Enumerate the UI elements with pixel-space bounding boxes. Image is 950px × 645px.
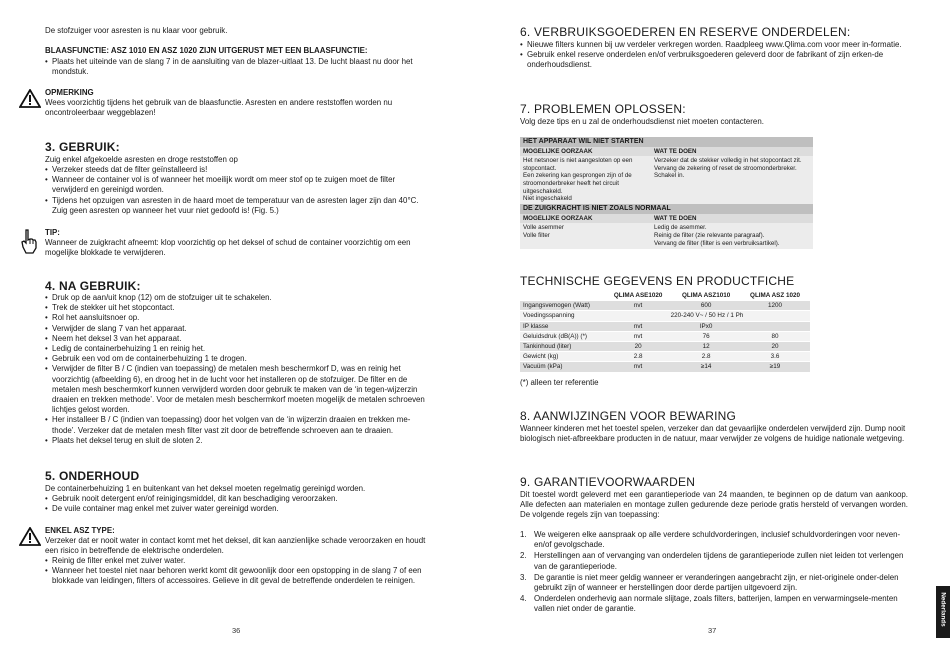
- list-item: • Nieuwe filters kunnen bij uw verdeler verkregen worden. Raadpleeg www.Qlima.com voor meer in-formatie.: [520, 40, 905, 50]
- tech-title: TECHNISCHE GEGEVENS EN PRODUCTFICHE: [520, 274, 795, 288]
- section-9-title: 9. GARANTIEVOORWAARDEN: [520, 475, 696, 489]
- intro-text: De stofzuiger voor asresten is nu klaar voor gebruik.: [45, 26, 228, 35]
- opmerking-text: Wees voorzichtig tijdens het gebruik van de blaasfunctie. Asresten en andere reststoffen worden nu oncontroleerbaar weggeblazen!: [45, 98, 393, 118]
- list-item: • Verwijder de filter B / C (indien van toepassing) de metalen mesh beschermkorf D, was en reinig het voorzichtig (afbeelding 6), en droog het in de lucht voor het installeren op de stofzuiger. De filter en de metalen mesh beschermkorf kunnen verwijderd worden door gebruik te maken van de ‘in tegen-wijzerzin draaien en trekken methode’. Voor de metalen mesh beschermkorf moeten mogelijk de metalen schroeven lichtjes gelost worden.: [45, 364, 433, 415]
- list-item: 3. De garantie is niet meer geldig wanneer er veranderingen aangebracht zijn, er niet-originele onder-delen gebruikt zijn of wanneer er herstellingen door derde partijen uitgevoerd zijn.: [520, 572, 899, 593]
- list-item: • Plaats het deksel terug en sluit de sloten 2.: [45, 436, 433, 446]
- enkel-list: [45, 556, 433, 587]
- section-3-title: 3. GEBRUIK:: [45, 140, 120, 154]
- section-7-intro: Volg deze tips en u zal de onderhoudsdienst niet moeten contacteren.: [520, 117, 764, 126]
- list-item: • Gebruik enkel reserve onderdelen en/of verbruiksgoederen geleverd door de fabrikant of zijn erken-de onderhoudsdienst.: [520, 50, 905, 70]
- section-5-title: 5. ONDERHOUD: [45, 469, 140, 483]
- list-item: • Her installeer B / C (indien van toepassing) door het volgen van de ‘in wijzerzin draaien en trekken me-thode’. Verzeker dat de metalen mesh filter vast zit door de betreffende schroeven aan te draaien.: [45, 415, 433, 435]
- table-cell: Verzeker dat de stekker volledig in het stopcontact zit. Vervang de zekering of reset de stroomonderbreker. Schakel in.: [651, 156, 813, 204]
- blaas-bullet: • Plaats het uiteinde van de slang 7 in de aansluiting van de blazer-uitlaat 13. De lucht blaast nu door het mondstuk.: [45, 57, 438, 77]
- list-item: • Trek de stekker uit het stopcontact.: [45, 303, 433, 313]
- list-item: • Verwijder de slang 7 van het apparaat.: [45, 324, 433, 334]
- list-item: • Wanneer het toestel niet naar behoren werkt komt dit gewoonlijk door een opstopping in de slang 7 of een blokkade van leidingen, filters of accessoires. Gelieve in dit geval de betreffende onderdelen te reinigen.: [45, 566, 433, 586]
- tech-footnote: (*) alleen ter referentie: [520, 378, 599, 387]
- column-header: QLIMA ASZ 1020: [740, 291, 810, 301]
- section-9-list: [520, 530, 908, 615]
- list-item: 1. We weigeren elke aanspraak op alle verdere schuldvorderingen, inclusief schuldvorderingen voor neven- en/of gevolgschade.: [520, 530, 901, 550]
- table-cell: Volle asemmer Volle filter: [520, 223, 651, 249]
- column-header: WAT TE DOEN: [651, 214, 813, 224]
- section-4-list: [45, 293, 433, 446]
- table-row: IP klasse nvt IPx0: [520, 321, 810, 331]
- warning-icon: [19, 527, 41, 546]
- table-row: Vacuüm (kPa) nvt ≥14 ≥19: [520, 362, 810, 372]
- section-8-title: 8. AANWIJZINGEN VOOR BEWARING: [520, 409, 737, 423]
- list-item: • De vuile container mag enkel met zuiver water gereinigd worden.: [45, 504, 433, 514]
- section-3-intro: Zuig enkel afgekoelde asresten en droge reststoffen op: [45, 155, 238, 164]
- table-header: DE ZUIGKRACHT IS NIET ZOALS NORMAAL: [520, 204, 813, 214]
- section-4-title: 4. NA GEBRUIK:: [45, 279, 141, 293]
- tip-title: TIP:: [45, 228, 60, 237]
- list-item: • Ledig de containerbehuizing 1 en reinig het.: [45, 344, 433, 354]
- column-header: WAT TE DOEN: [651, 147, 813, 157]
- table-header: HET APPARAAT WIL NIET STARTEN: [520, 137, 813, 147]
- table-row: Voedingsspanning 220-240 V~ / 50 Hz / 1 Ph: [520, 311, 810, 321]
- opmerking-title: OPMERKING: [45, 88, 94, 97]
- table-row: Ingangsvemogen (Watt) nvt 600 1200: [520, 301, 810, 311]
- list-item: • Druk op de aan/uit knop (12) om de stofzuiger uit te schakelen.: [45, 293, 433, 303]
- page-number: 36: [232, 626, 241, 635]
- list-item: • Neem het deksel 3 van het apparaat.: [45, 334, 433, 344]
- section-5-list: [45, 494, 433, 514]
- table-row: Tankinhoud (liter) 20 12 20: [520, 341, 810, 351]
- warning-icon: [19, 89, 41, 108]
- page-number: 37: [708, 626, 717, 635]
- list-item: 4. Onderdelen onderhevig aan normale slijtage, zoals filters, batterijen, lampen en verwarmingsele-menten vallen niet onder de garantie.: [520, 594, 898, 614]
- list-item: • Gebruik een vod om de containerbehuizing 1 te drogen.: [45, 354, 433, 364]
- section-7-title: 7. PROBLEMEN OPLOSSEN:: [520, 102, 686, 116]
- enkel-text: Verzeker dat er nooit water in contact komt met het deksel, dit kan aanzienlijke schade veroorzaken en houdt een risico in betreffende de elektrische onderdelen.: [45, 536, 426, 556]
- list-item: • Verzeker steeds dat de filter geïnstalleerd is!: [45, 165, 433, 175]
- list-item: • Gebruik nooit detergent en/of reinigingsmiddel, dit kan beschadiging veroorzaken.: [45, 494, 433, 504]
- table-row: Geluidsdruk (dB(A)) (*) nvt 76 80: [520, 331, 810, 341]
- troubleshoot-table: [520, 137, 813, 249]
- column-header: QLIMA ASZ1010: [672, 291, 740, 301]
- tech-table: [520, 291, 810, 373]
- section-5-intro: De containerbehuizing 1 en buitenkant van het deksel moeten regelmatig gereinigd worden.: [45, 484, 366, 493]
- table-cell: Ledig de asemmer. Reinig de filter (zie relevante paragraaf). Vervang de filter (filter is een verbruiksartikel).: [651, 223, 813, 249]
- table-row: Gewicht (kg) 2.8 2.8 3.6: [520, 352, 810, 362]
- table-cell: Het netsnoer is niet aangesloten op een stopcontact. Een zekering kan gesprongen zijn of de stroomonderbreker heeft het circuit uitgeschakeld. Niet ingeschakeld: [520, 156, 651, 204]
- right-page: [475, 0, 950, 645]
- language-tab: Nederlands: [936, 586, 950, 638]
- list-item: • Wanneer de container vol is of wanneer het moeilijk wordt om meer stof op te zuigen moet de filter verwijderd en gereinigd worden.: [45, 175, 433, 195]
- section-8-text: Wanneer kinderen met het toestel spelen, verzeker dan dat gevaarlijke onderdelen verwijderd zijn. Dump nooit biologisch niet-afbreekbare producten in de natuur, maar verwijder ze volgens de huidige nationale wetgeving.: [520, 424, 906, 444]
- list-item: • Tijdens het opzuigen van asresten in de haard moet de temperatuur van de asresten lager zijn dan 40°C. Zuig geen asresten op wanneer het vuur niet gedoofd is! (Fig. 5.): [45, 196, 433, 216]
- section-6-title: 6. VERBRUIKSGOEDEREN EN RESERVE ONDERDELEN:: [520, 25, 851, 39]
- pointing-hand-icon: [20, 228, 38, 254]
- column-header: QLIMA ASE1020: [604, 291, 672, 301]
- section-3-list: [45, 165, 433, 216]
- list-item: • Rol het aansluitsnoer op.: [45, 313, 433, 323]
- list-item: • Reinig de filter enkel met zuiver water.: [45, 556, 433, 566]
- blaas-title: BLAASFUNCTIE: ASZ 1010 EN ASZ 1020 ZIJN UITGERUST MET EEN BLAASFUNCTIE:: [45, 46, 368, 55]
- column-header: MOGELIJKE OORZAAK: [520, 147, 651, 157]
- section-6-list: [520, 40, 905, 71]
- section-9-text: Dit toestel wordt geleverd met een garantieperiode van 24 maanden, te beginnen op de datum van aankoop. Alle defecten aan materialen en montage zullen gedurende deze periode gratis hersteld of vervangen worden. De volgende regels zijn van toepassing:: [520, 490, 908, 520]
- tip-text: Wanneer de zuigkracht afneemt: klop voorzichtig op het deksel of schud de container voorzichtig om een mogelijke blokkade te verwijderen.: [45, 238, 411, 258]
- list-item: 2. Herstellingen aan of vervanging van onderdelen tijdens de garantieperiode zullen niet leiden tot verlengen van de garantieperiode.: [520, 551, 904, 571]
- enkel-title: ENKEL ASZ TYPE:: [45, 526, 115, 535]
- column-header: MOGELIJKE OORZAAK: [520, 214, 651, 224]
